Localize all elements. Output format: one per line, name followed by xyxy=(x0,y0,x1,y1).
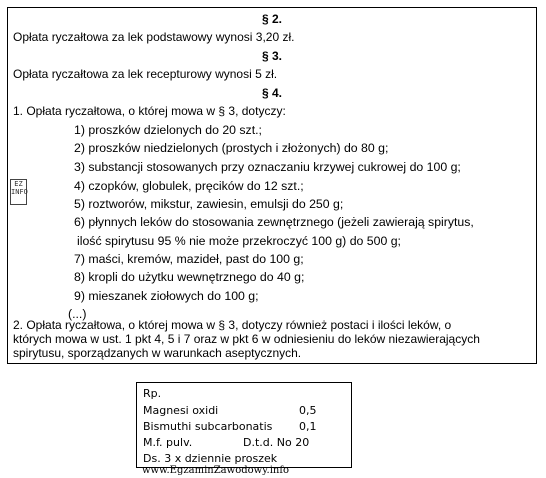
list-item: 9) mieszanek ziołowych do 100 g; xyxy=(74,289,259,303)
section-2-heading: § 2. xyxy=(261,12,282,26)
section-2-text: Opłata ryczałtowa za lek podstawowy wynosi 3,20 zł. xyxy=(13,30,295,44)
list-item-continuation: ilość spirytusu 95 % nie może przekroczyć 100 g) do 500 g; xyxy=(77,234,401,248)
list-item: 6) płynnych leków do stosowania zewnętrznego (jeżeli zawierają spirytus, xyxy=(74,215,474,229)
dose-instruction: D.t.d. No 20 xyxy=(243,436,310,449)
list-item: 3) substancji stosowanych przy oznaczaniu krzywej cukrowej do 100 g; xyxy=(74,160,461,174)
ingredient-amount: 0,5 xyxy=(299,404,317,417)
ingredient-name: Magnesi oxidi xyxy=(143,404,219,417)
list-item: 2) proszków niedzielonych (prostych i złożonych) do 80 g; xyxy=(74,141,389,155)
list-item: 4) czopków, globulek, pręcików do 12 szt.; xyxy=(74,179,304,193)
list-item: 1) proszków dzielonych do 20 szt.; xyxy=(74,123,262,137)
section-3-text: Opłata ryczałtowa za lek recepturowy wynosi 5 zł. xyxy=(13,67,278,81)
list-ellipsis: (...) xyxy=(68,307,87,321)
ingredient-name: Bismuthi subcarbonatis xyxy=(143,420,273,433)
regulation-box xyxy=(7,7,537,364)
point-2-line-3: spirytusu, sporządzanych w warunkach aseptycznych. xyxy=(13,346,302,360)
rx-label: Rp. xyxy=(143,387,162,400)
list-item: 7) maści, kremów, mazideł, past do 100 g; xyxy=(74,252,304,266)
form-instruction: M.f. pulv. xyxy=(143,436,193,449)
section-4-intro: 1. Opłata ryczałtowa, o której mowa w § 3, dotyczy: xyxy=(13,104,286,118)
list-item: 5) roztworów, mikstur, zawiesin, emulsji do 250 g; xyxy=(74,197,344,211)
point-2-line-1: 2. Opłata ryczałtowa, o której mowa w § 3, dotyczy również postaci i ilości leków, o xyxy=(13,318,452,332)
prescription-box xyxy=(136,382,352,468)
list-item: 8) kropli do użytku wewnętrznego do 40 g; xyxy=(74,270,305,284)
signature-instruction: Ds. 3 x dziennie proszek xyxy=(143,452,278,465)
info-stamp-icon: EZ INFO xyxy=(10,179,27,205)
ingredient-amount: 0,1 xyxy=(299,420,317,433)
watermark: www.EgzaminZawodowy.info xyxy=(142,465,290,476)
section-4-heading: § 4. xyxy=(261,86,282,100)
point-2-line-2: których mowa w ust. 1 pkt 4, 5 i 7 oraz w pkt 6 w odniesieniu do leków niezawierających xyxy=(13,332,480,346)
section-3-heading: § 3. xyxy=(261,49,282,63)
